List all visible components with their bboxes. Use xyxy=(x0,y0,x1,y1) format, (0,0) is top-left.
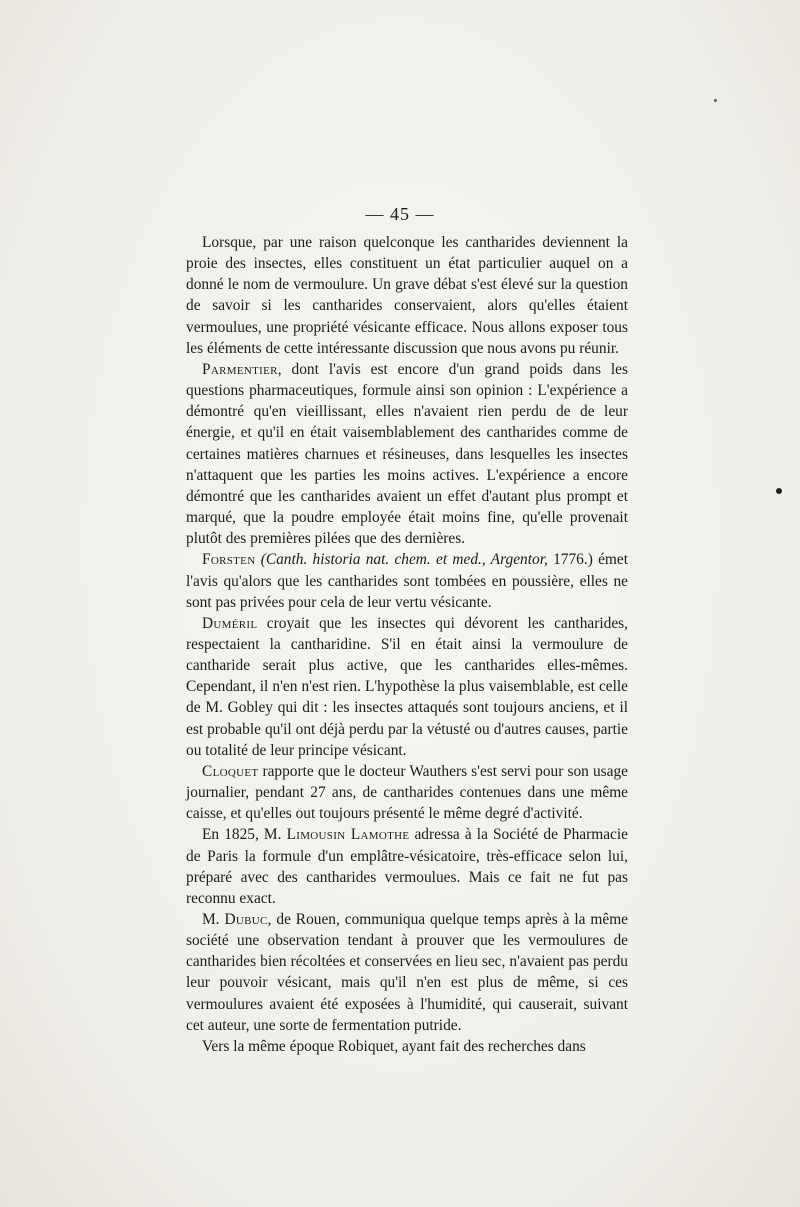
paragraph-limousin-lamothe: En 1825, M. Limousin Lamothe adressa à la Société de Pharmacie de Paris la formule d'un emplâtre-vésicatoire, très-efficace selon lui, préparé avec des cantharides vermoulues. Mais ce fait ne fut pas reconnu exact. xyxy=(186,826,628,907)
author-name: Dubuc xyxy=(224,911,268,928)
ink-speck xyxy=(776,488,782,494)
paragraph-cloquet: Cloquet rapporte que le docteur Wauthers s'est servi pour son usage journalier, pendant 27 ans, de cantharides contenues dans une même caisse, et qu'elles out toujours présenté le même degré d'activité. xyxy=(186,762,628,823)
paragraph-parmentier: Parmentier, dont l'avis est encore d'un grand poids dans les questions pharmaceutiques, formule ainsi son opinion : L'expérience a démontré qu'en vieillissant, elles n'avaient rien perdu de de leur énergie, et qu'il en était vaisemblablement des cantharides comme de certaines matières charnues et résineuses, dans lesquelles les insectes n'attaquent que les parties les moins actives. L'expérience a encore démontré que les cantharides avaient un effet d'autant plus prompt et marqué, que la poudre employée était moins fine, qu'elle provenait plutôt des premières pilées que des dernières. xyxy=(186,360,628,548)
author-name: Forsten xyxy=(202,551,256,569)
author-name: Parmentier xyxy=(202,360,278,378)
author-name: Limousin Lamothe xyxy=(286,826,410,844)
author-name: Duméril xyxy=(202,614,258,632)
paragraph-dubuc: M. Dubuc, de Rouen, communiqua quelque temps après à la même société une observation tendant à prouver que les vermoulures de cantharides bien récoltées et conservées en lieu sec, n'avaient pas perdu leur pouvoir vésicant, mais qu'il n'en est plus de même, si ces vermoulures avaient été exposées à l'humidité, qui causerait, suivant cet auteur, une sorte de fermentation putride. xyxy=(186,911,628,1034)
ink-speck xyxy=(714,99,717,102)
paragraph-robiquet: Vers la même époque Robiquet, ayant fait des recherches dans xyxy=(202,1037,586,1055)
citation: (Canth. historia nat. chem. et med., Argentor, xyxy=(260,551,548,569)
author-name: Cloquet xyxy=(202,762,259,780)
body-text xyxy=(186,232,628,1057)
paragraph-vermoulure-intro: Lorsque, par une raison quelconque les cantharides deviennent la proie des insectes, elles constituent un état particulier auquel on a donné le nom de vermoulure. Un grave débat s'est élevé sur la question de savoir si les cantharides conservaient, alors qu'elles étaient vermoulues, une propriété vésicante efficace. Nous allons exposer tous les éléments de cette intéressante discussion que nous avons pu réunir. xyxy=(186,234,628,357)
page-number: — 45 — xyxy=(365,204,435,224)
paragraph-dumeril: Duméril croyait que les insectes qui dévorent les cantharides, respectaient la cantharidine. S'il en était ainsi la vermoulure de cantharide serait plus active, que les cantharides elles-mêmes. Cependant, il n'en n'est rien. L'hypothèse la plus vaisemblable, est celle de M. Gobley qui dit : les insectes attaqués sont toujours anciens, et il est probable qu'il ont déjà perdu par la vétusté ou d'autres causes, partie ou totalité de leur principe vésicant. xyxy=(186,614,628,759)
paragraph-forsten: Forsten (Canth. historia nat. chem. et med., Argentor, 1776.) émet l'avis qu'alors que les cantharides sont tombées en poussière, elles ne sont pas privées pour cela de leur vertu vésicante. xyxy=(186,551,628,611)
